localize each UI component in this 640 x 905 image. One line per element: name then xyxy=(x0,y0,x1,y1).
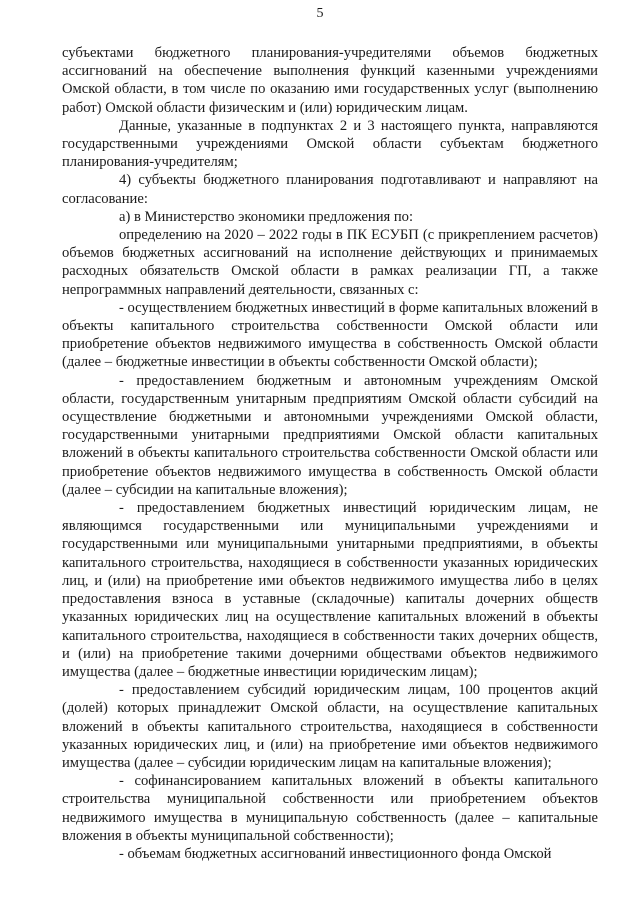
paragraph-9: - предоставлением субсидий юридическим лицам, 100 процентов акций (долей) которых принадлежит Омской области, на осуществление капитальных вложений в объекты капитального строительства, находящиеся в собственности указанных юридических лиц, и (или) на приобретение ими объектов недвижимого имущества (далее – субсидии юридическим лицам на капитальные вложения); xyxy=(62,682,598,771)
paragraph-4: а) в Министерство экономики предложения по: xyxy=(119,208,414,225)
paragraph-6: - осуществлением бюджетных инвестиций в форме капитальных вложений в объекты капитального строительства собственности Омской области или приобретение объектов недвижимого имущества в собственность Омской области (далее – бюджетные инвестиции в объекты собственности Омской области); xyxy=(62,299,598,371)
paragraph-1: субъектами бюджетного планирования-учредителями объемов бюджетных ассигнований на обеспечение выполнения функций казенными учреждениями Омской области, в том числе по оказанию ими государственных услуг (выполнению работ) Омской области физическим и (или) юридическим лицам. xyxy=(62,45,598,116)
paragraph-2: Данные, указанные в подпунктах 2 и 3 настоящего пункта, направляются государственными учреждениями Омской области субъектам бюджетного планирования-учредителям; xyxy=(62,117,598,171)
paragraph-7: - предоставлением бюджетным и автономным учреждениям Омской области, государственным унитарным предприятиям Омской области субсидий на осуществление бюджетными и автономными учреждениями Омской области, государственными унитарными предприятиями Омской области капитальных вложений в объекты капитального строительства собственности Омской области или приобретение объектов недвижимого имущества в собственность Омской области (далее – субсидии на капитальные вложения); xyxy=(62,372,598,498)
page-number: 5 xyxy=(316,6,324,21)
document-body xyxy=(62,44,598,863)
paragraph-5: определению на 2020 – 2022 годы в ПК ЕСУБП (с прикреплением расчетов) объемов бюджетных ассигнований на исполнение действующих и принимаемых расходных обязательств Омской области в рамках реализации ГП, а также непрограммных направлений деятельности, связанных с: xyxy=(62,227,598,298)
paragraph-8: - предоставлением бюджетных инвестиций юридическим лицам, не являющимся государственными или муниципальными учреждениями и государственными или муниципальными унитарными предприятиями, в объекты капитального строительства, находящиеся в собственности указанных юридических лиц, и (или) на приобретение ими объектов недвижимого имущества либо в целях предоставления взноса в уставные (складочные) капиталы дочерних обществ указанных юридических лиц на осуществление капитальных вложений в объекты капитального строительства, находящиеся в собственности таких дочерних обществ, и (или) на приобретение такими дочерними обществами объектов недвижимого имущества (далее – бюджетные инвестиции юридическим лицам); xyxy=(62,500,598,680)
paragraph-11: - объемам бюджетных ассигнований инвестиционного фонда Омской xyxy=(119,845,552,862)
paragraph-10: - софинансированием капитальных вложений в объекты капитального строительства муниципальной собственности или приобретением объектов недвижимого имущества в муниципальную собственность (далее – капитальные вложения в объекты муниципальной собственности); xyxy=(62,773,598,844)
paragraph-3: 4) субъекты бюджетного планирования подготавливают и направляют на согласование: xyxy=(62,172,598,207)
